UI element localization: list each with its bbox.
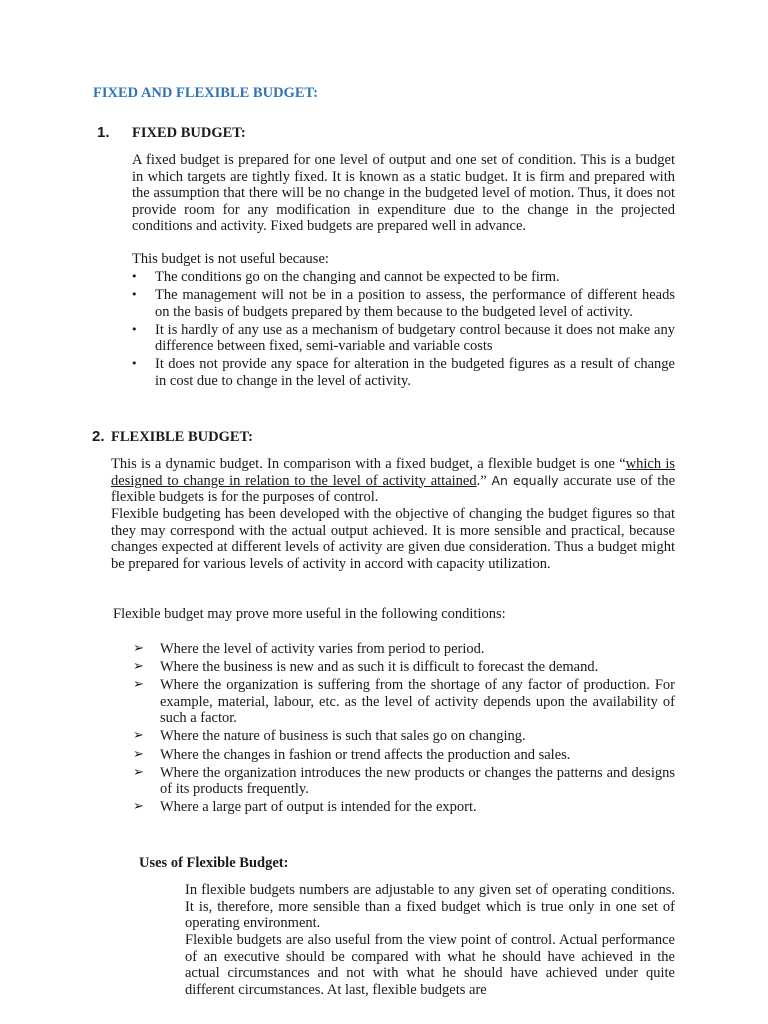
fixed-budget-heading: FIXED BUDGET: — [132, 125, 246, 141]
flexible-budget-paragraph-1 — [111, 456, 675, 506]
list-item — [131, 322, 675, 355]
list-item-text: Where the organization introduces the new products or changes the patterns and designs of its products frequently. — [160, 764, 675, 798]
list-item — [133, 677, 675, 727]
list-item — [133, 728, 675, 745]
paragraph-text: accurate use of the flexible budgets is for the purposes of control. — [111, 472, 676, 506]
conditions-intro: Flexible budget may prove more useful in the following conditions: — [113, 606, 506, 622]
section-2-number: 2. — [92, 428, 105, 445]
document-title: FIXED AND FLEXIBLE BUDGET: — [93, 85, 318, 101]
fixed-budget-paragraph: A fixed budget is prepared for one level of output and one set of condition. This is a budget in which targets are tightly fixed. It is known as a static budget. It is firm and prepared with the assumption that there will be no change in the budgeted level of motion. Thus, it does not provide room for any modification in expenditure due to the change in the projected conditions and activity. Fixed budgets are prepared well in advance. — [132, 152, 675, 235]
arrow-bullet-icon: ➢ — [133, 641, 144, 656]
list-item — [131, 287, 675, 320]
list-item — [133, 659, 675, 676]
list-item-text: The conditions go on the changing and cannot be expected to be firm. — [155, 269, 560, 285]
list-item — [133, 641, 675, 658]
uses-heading: Uses of Flexible Budget: — [139, 855, 289, 871]
arrow-bullet-icon: ➢ — [133, 728, 144, 744]
uses-paragraph-2: Flexible budgets are also useful from the view point of control. Actual performance of an executive should be compared with what he should have achieved in the actual circumstances and not with what he should have achieved under quite different circumstances. At last, flexible budgets are — [185, 932, 675, 998]
section-1-number: 1. — [97, 124, 110, 141]
arrow-bullet-icon: ➢ — [133, 799, 144, 815]
flexible-budget-paragraph-2: Flexible budgeting has been developed with the objective of changing the budget figures so that they may correspond with the actual output achieved. It is more sensible and practical, because changes expected at different levels of activity are given due consideration. Thus a budget might be prepared for various levels of activity in accord with capacity utilization. — [111, 506, 675, 572]
paragraph-text: .” — [476, 472, 492, 489]
list-item-text: Where the nature of business is such that sales go on changing. — [160, 728, 526, 745]
arrow-bullet-icon: ➢ — [133, 677, 144, 693]
conditions-list — [133, 641, 675, 817]
list-item — [131, 356, 675, 389]
list-item — [133, 799, 675, 816]
list-item-text: Where a large part of output is intended for the export. — [160, 799, 477, 816]
flexible-budget-heading: FLEXIBLE BUDGET: — [111, 429, 253, 445]
list-item — [133, 765, 675, 798]
bullet-icon: • — [131, 288, 138, 302]
not-useful-intro: This budget is not useful because: — [132, 251, 329, 267]
list-item-text: It does not provide any space for alteration in the budgeted figures as a result of change in cost due to change in the level of activity. — [155, 356, 675, 390]
arrow-bullet-icon: ➢ — [133, 659, 144, 675]
arrow-bullet-icon: ➢ — [133, 764, 144, 780]
paragraph-text: This is a dynamic budget. In comparison with a fixed budget, a flexible budget is one “ — [111, 456, 626, 472]
bullet-icon: • — [131, 322, 138, 336]
bullet-icon: • — [131, 357, 138, 371]
arrow-bullet-icon: ➢ — [133, 746, 144, 762]
list-item — [131, 269, 675, 286]
list-item-text: It is hardly of any use as a mechanism of budgetary control because it does not make any difference between fixed, semi-variable and variable costs — [155, 321, 675, 355]
list-item — [133, 747, 675, 764]
underlined-definition: which is designed to change in relation to the level of activity attained — [111, 456, 675, 489]
list-item-text: Where the organization is suffering from the shortage of any factor of production. For example, material, labour, etc. as the level of activity depends upon the availability of such a factor. — [160, 677, 675, 727]
list-item-text: The management will not be in a position to assess, the performance of different heads on the basis of budgets prepared by them because to the budgeted level of activity. — [155, 287, 675, 320]
list-item-text: Where the changes in fashion or trend affects the production and sales. — [160, 746, 571, 763]
fixed-budget-bullet-list — [131, 269, 675, 391]
uses-paragraph-1: In flexible budgets numbers are adjustable to any given set of operating conditions. It is, therefore, more sensible than a fixed budget which is true only in one set of operating environment. — [185, 882, 675, 932]
list-item-text: Where the business is new and as such it is difficult to forecast the demand. — [160, 659, 599, 676]
paragraph-text: An equally — [491, 472, 559, 488]
list-item-text: Where the level of activity varies from period to period. — [160, 641, 485, 657]
bullet-icon: • — [131, 270, 138, 283]
